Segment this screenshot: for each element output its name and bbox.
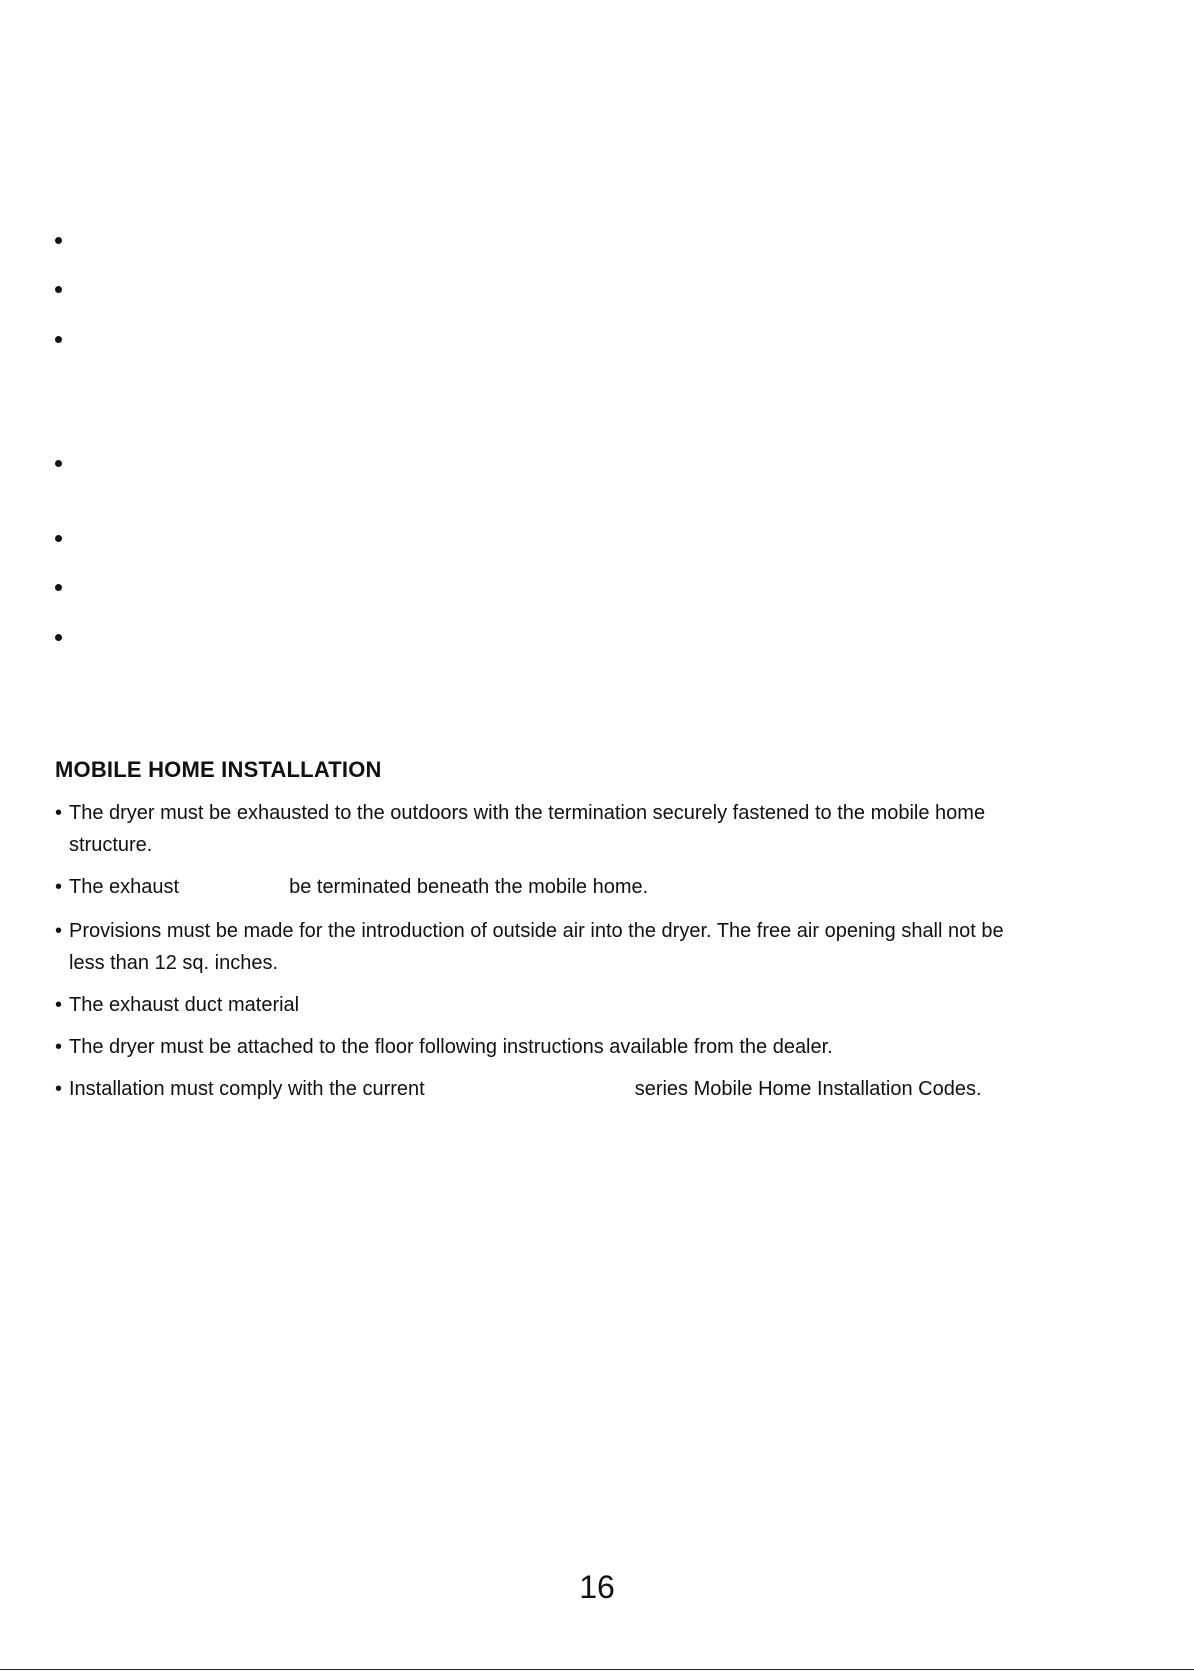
item-text-before-gap: The exhaust bbox=[69, 876, 180, 898]
section-heading: MOBILE HOME INSTALLATION bbox=[55, 757, 382, 782]
list-item bbox=[55, 871, 1065, 903]
list-item bbox=[55, 1031, 1065, 1063]
empty-bullet-6 bbox=[55, 584, 62, 591]
item-text-line: The dryer must be exhausted to the outdoors with the termination securely fastened to the mobile home bbox=[69, 802, 986, 824]
empty-bullet-2 bbox=[55, 286, 62, 293]
item-text-line: The dryer must be attached to the floor following instructions available from the dealer. bbox=[69, 1036, 833, 1058]
empty-bullet-5 bbox=[55, 535, 62, 542]
item-text-line: less than 12 sq. inches. bbox=[69, 952, 279, 974]
item-text-line: The exhaust duct material bbox=[69, 994, 300, 1016]
item-text-after-gap: series Mobile Home Installation Codes. bbox=[634, 1078, 982, 1100]
list-item bbox=[55, 1073, 1065, 1105]
bullet-mark: • bbox=[55, 920, 63, 942]
empty-bullet-3 bbox=[55, 336, 62, 343]
bullet-mark: • bbox=[55, 1078, 63, 1100]
item-text-line: structure. bbox=[69, 834, 153, 856]
empty-bullet-1 bbox=[55, 237, 62, 244]
empty-bullet-7 bbox=[55, 634, 62, 641]
list-item bbox=[55, 915, 1065, 979]
item-text-line: Provisions must be made for the introduction of outside air into the dryer. The free air opening shall not be bbox=[69, 920, 1004, 942]
list-item bbox=[55, 797, 1065, 861]
bottom-rule bbox=[0, 1669, 1194, 1670]
item-text-after-gap: be terminated beneath the mobile home. bbox=[289, 876, 649, 898]
list-item bbox=[55, 989, 1065, 1021]
item-text-before-gap: Installation must comply with the current bbox=[69, 1078, 425, 1100]
bullet-mark: • bbox=[55, 876, 63, 898]
item-text-line bbox=[55, 1073, 1065, 1105]
empty-bullet-4 bbox=[55, 460, 62, 467]
bullet-mark: • bbox=[55, 802, 63, 824]
bullet-mark: • bbox=[55, 1036, 63, 1058]
item-text-line bbox=[55, 871, 1065, 903]
page-number: 16 bbox=[579, 1569, 615, 1605]
bullet-mark: • bbox=[55, 994, 63, 1016]
